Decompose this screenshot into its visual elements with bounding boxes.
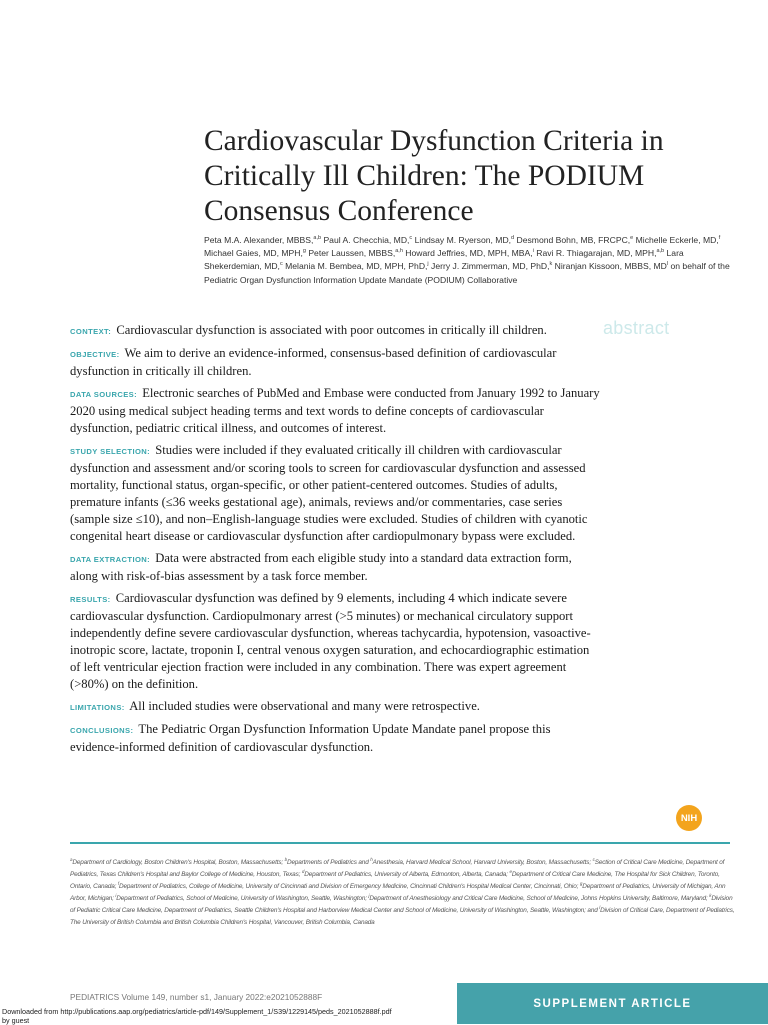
author-name: Desmond Bohn, MB, FRCPC, bbox=[516, 235, 631, 245]
abstract-section-label: RESULTS: bbox=[70, 595, 111, 604]
affiliation-marker: b bbox=[284, 856, 287, 862]
author-name: Howard Jeffries, MD, MPH, MBA, bbox=[405, 248, 533, 259]
affiliation-marker: d bbox=[301, 868, 305, 874]
affiliation-marker: h bbox=[370, 856, 373, 862]
abstract-section-text: All included studies were observational and many were retrospective. bbox=[129, 699, 480, 713]
author-affiliation-marker: c bbox=[409, 235, 413, 242]
affiliation-text: Department of Pediatrics, University of Alberta, Edmonton, Alberta, Canada; bbox=[304, 871, 508, 878]
author-name: Jerry J. Zimmerman, MD, PhD, bbox=[431, 261, 550, 272]
abstract-section-label: STUDY SELECTION: bbox=[70, 447, 151, 456]
author-name: Melania M. Bembea, MD, MPH, PhD, bbox=[285, 261, 428, 272]
download-notice bbox=[2, 1008, 442, 1025]
author-affiliation-marker: a,b bbox=[656, 248, 665, 255]
journal-citation: PEDIATRICS Volume 149, number s1, January 2022:e2021052888F bbox=[70, 992, 323, 1002]
author-affiliation-marker: a,h bbox=[395, 248, 403, 255]
author-affiliation-marker: k bbox=[549, 261, 553, 268]
abstract-section-label: DATA EXTRACTION: bbox=[70, 555, 151, 564]
affiliation-marker: j bbox=[368, 892, 370, 898]
abstract-results bbox=[70, 590, 600, 693]
author-name: Peter Laussen, MBBS, bbox=[308, 248, 396, 259]
author-affiliation-marker: a,b bbox=[313, 235, 322, 242]
author-name: Michael Gaies, MD, MPH, bbox=[204, 248, 303, 259]
author-name: Michelle Eckerle, MD, bbox=[635, 235, 719, 245]
affiliation-marker: g bbox=[579, 880, 583, 886]
affiliation-text: Department of Cardiology, Boston Children's Hospital, Boston, Massachusetts; bbox=[72, 859, 283, 866]
affiliation-text: Anesthesia, Harvard Medical School, Harvard University, Boston, Massachusetts; bbox=[372, 859, 591, 866]
abstract-section-text: Data were abstracted from each eligible study into a standard data extraction form, along with risk-of-bias assessment by a task force member. bbox=[70, 551, 572, 583]
affiliation-text: Department of Pediatrics, School of Medicine, University of Washington, Seattle, Washington; bbox=[116, 895, 367, 902]
affiliation-marker: i bbox=[115, 892, 117, 898]
abstract-data-extraction bbox=[70, 550, 600, 585]
affiliation-text: Department of Pediatrics, College of Medicine, University of Cincinnati and Division of Emergency Medicine, Cincinnati Children's Hospital Medical Center, Cincinnati, Ohio; bbox=[119, 883, 579, 890]
author-collaborative: on behalf of the Pediatric Organ Dysfunction Information Update Mandate (PODIUM) Collaborative bbox=[204, 261, 730, 285]
affiliation-text: Department of Critical Care Medicine, The Hospital for Sick Children, Toronto, Ontario, Canada; bbox=[70, 871, 720, 890]
article-type-banner: SUPPLEMENT ARTICLE bbox=[457, 983, 768, 1024]
abstract-data-sources bbox=[70, 385, 600, 437]
abstract-limitations bbox=[70, 698, 600, 716]
download-guest-line: by guest bbox=[2, 1015, 30, 1025]
affiliation-marker: k bbox=[709, 892, 712, 898]
author-name: Niranjan Kissoon, MBBS, MD bbox=[554, 261, 667, 272]
author-affiliation-marker: i bbox=[532, 248, 534, 255]
abstract-section-text: Cardiovascular dysfunction was defined by 9 elements, including 4 which indicate severe cardiovascular dysfunction. Cardiopulmonary arrest (>5 minutes) or mechanical circulatory support independently define severe cardiovascular dysfunction, whereas tachycardia, hypotension, vasoactive-inotropic score, lactate, troponin I, central venous oxygen saturation, and echocardiographic estimation of left ventricular ejection fraction were included in any combination. There was expert agreement (>80%) on the definition. bbox=[70, 591, 591, 691]
abstract-conclusions bbox=[70, 721, 600, 756]
author-affiliation-marker: g bbox=[302, 248, 306, 255]
abstract-section-label: LIMITATIONS: bbox=[70, 703, 125, 712]
affiliation-marker: c bbox=[592, 856, 595, 862]
affiliation-marker: a bbox=[70, 856, 73, 862]
abstract-objective bbox=[70, 345, 600, 380]
affiliation-text: Departments of Pediatrics and bbox=[287, 859, 369, 866]
affiliation-text: Department of Anesthesiology and Critical Care Medicine, School of Medicine, Johns Hopkins University, Baltimore, Maryland; bbox=[369, 895, 708, 902]
abstract-label: abstract bbox=[603, 318, 670, 338]
abstract-section-text: The Pediatric Organ Dysfunction Information Update Mandate panel propose this evidence-informed definition of cardiovascular dysfunction. bbox=[70, 722, 551, 754]
author-affiliation-marker: c bbox=[279, 261, 283, 268]
author-name: Lara Shekerdemian, MD, bbox=[204, 248, 684, 272]
abstract-section-label: DATA SOURCES: bbox=[70, 390, 138, 399]
author-list bbox=[204, 234, 734, 287]
author-affiliation-marker: l bbox=[666, 261, 669, 268]
affiliation-marker: f bbox=[117, 880, 120, 886]
abstract-study-selection bbox=[70, 442, 600, 545]
abstract-body bbox=[70, 322, 600, 761]
affiliation-text: Division of Critical Care, Department of Pediatrics, The University of British Columbia and British Columbia Children's Hospital, Vancouver, British Columbia, Canada bbox=[70, 907, 735, 926]
abstract-section-label: OBJECTIVE: bbox=[70, 350, 120, 359]
abstract-context bbox=[70, 322, 600, 340]
download-url-line: Downloaded from http://publications.aap.org/pediatrics/article-pdf/149/Supplement_1/S39/1229145/peds_2021052888f.pdf bbox=[2, 1007, 392, 1016]
affiliation-text: Department of Pediatrics, University of Michigan, Ann Arbor, Michigan; bbox=[70, 883, 726, 902]
affiliation-marker: e bbox=[509, 868, 512, 874]
abstract-section-text: Studies were included if they evaluated critically ill children with cardiovascular dysfunction and assessment and/or scoring tools to screen for cardiovascular dysfunction and assessed mortality, functional status, organ-specific, or other patient-centered outcomes. Studies of adults, premature infants (≤36 weeks gestational age), animals, reviews and/or commentaries, case series (sample size ≤10), and non–English-language studies were excluded. Studies of children with cyanotic congenital heart disease or cardiovascular dysfunction after cardiopulmonary bypass were excluded. bbox=[70, 443, 588, 543]
author-affiliation-marker: d bbox=[511, 235, 515, 242]
section-divider bbox=[70, 842, 730, 844]
affiliation-marker: l bbox=[599, 904, 601, 910]
author-name: Peta M.A. Alexander, MBBS, bbox=[204, 235, 314, 245]
author-name: Paul A. Checchia, MD, bbox=[323, 235, 410, 245]
abstract-section-label: CONTEXT: bbox=[70, 327, 112, 336]
abstract-section-label: CONCLUSIONS: bbox=[70, 726, 134, 735]
abstract-section-text: Cardiovascular dysfunction is associated with poor outcomes in critically ill children. bbox=[116, 323, 547, 337]
author-affiliation-marker: e bbox=[630, 235, 634, 242]
author-affiliation-marker: f bbox=[718, 235, 721, 242]
author-name: Ravi R. Thiagarajan, MD, MPH, bbox=[536, 248, 657, 259]
author-affiliation-marker: j bbox=[427, 261, 429, 268]
author-name: Lindsay M. Ryerson, MD, bbox=[414, 235, 512, 245]
affiliations bbox=[70, 857, 736, 929]
affiliation-text: Division of Pediatric Critical Care Medicine, Department of Pediatrics, Seattle Children's Hospital and Harborview Medical Center and School of Medicine, University of Washington, Seattle, Washington; and bbox=[70, 895, 733, 914]
abstract-section-text: We aim to derive an evidence-informed, consensus-based definition of cardiovascular dysfunction in critically ill children. bbox=[70, 346, 557, 378]
affiliation-text: Section of Critical Care Medicine, Department of Pediatrics, Texas Children's Hospital and Baylor College of Medicine, Houston, Texas; bbox=[70, 859, 725, 878]
nih-badge-icon: NIH bbox=[676, 805, 702, 831]
abstract-section-text: Electronic searches of PubMed and Embase were conducted from January 1992 to January 2020 using medical subject heading terms and text words to define concepts of cardiovascular dysfunction, pediatric critical illness, and outcomes of interest. bbox=[70, 386, 600, 435]
article-title: Cardiovascular Dysfunction Criteria in Critically Ill Children: The PODIUM Consensus Conference bbox=[204, 125, 664, 227]
